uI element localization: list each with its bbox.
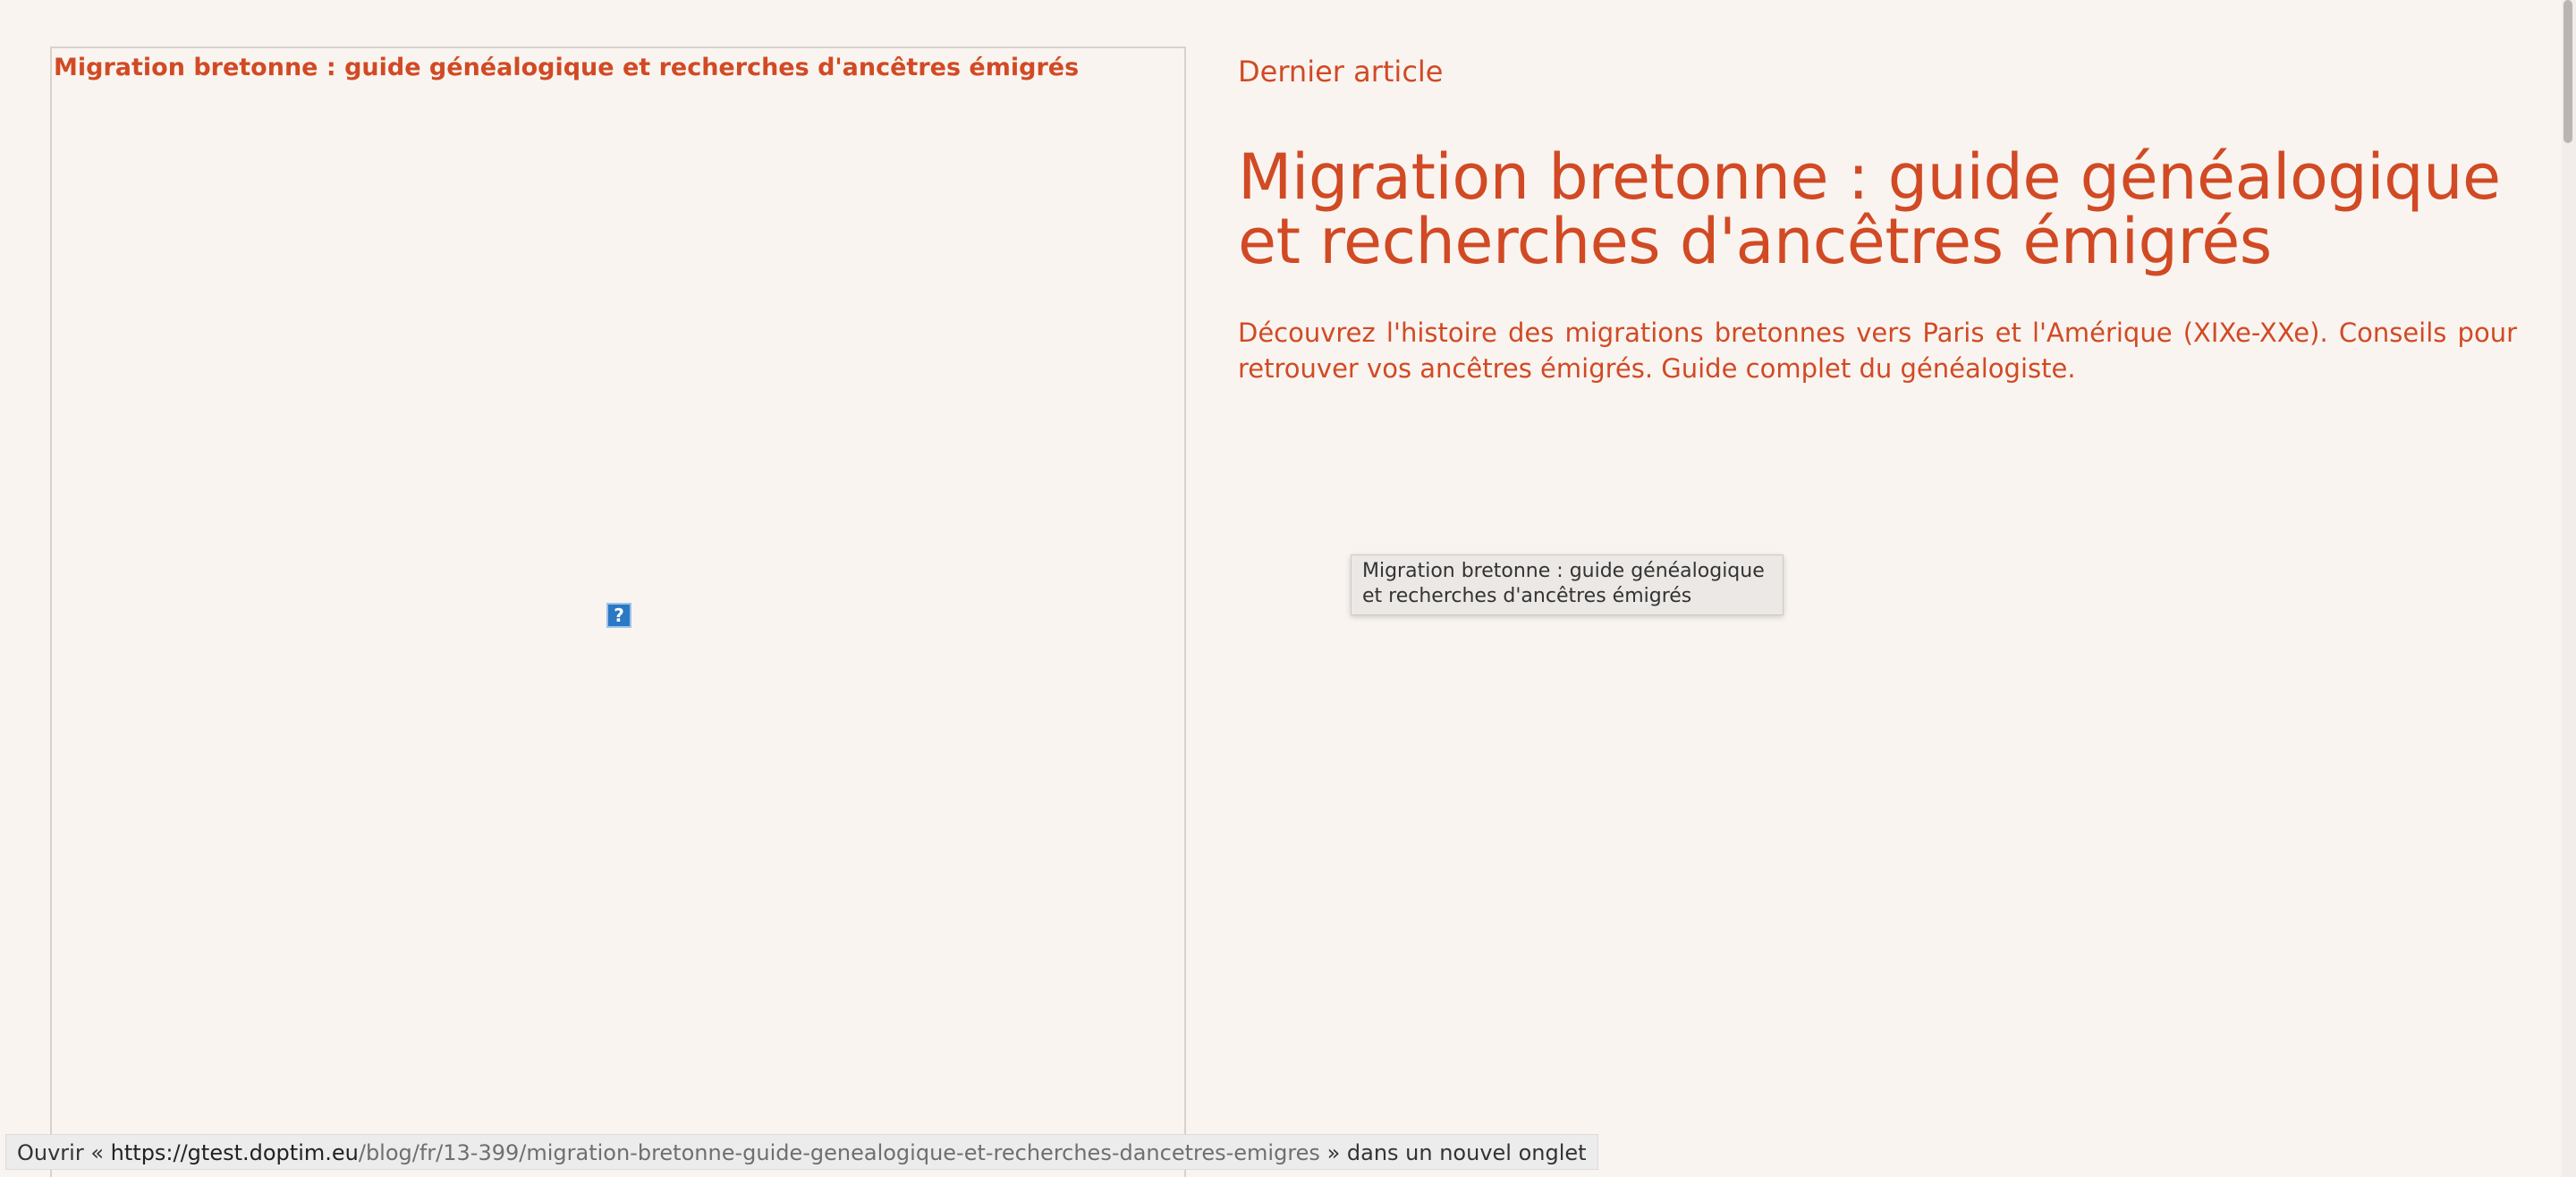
status-url-path: /blog/fr/13-399/migration-bretonne-guide-genealogique-et-recherches-dancetres-emigres: [358, 1140, 1320, 1165]
scrollbar-thumb[interactable]: [2563, 0, 2572, 143]
article-title-link[interactable]: Migration bretonne : guide généalogique et recherches d'ancêtres émigrés: [1238, 140, 2501, 278]
status-suffix: » dans un nouvel onglet: [1319, 1140, 1587, 1165]
status-url-host: https://gtest.doptim.eu: [110, 1140, 359, 1165]
section-kicker: Dernier article: [1238, 55, 1444, 89]
image-alt-text: Migration bretonne : guide généalogique et recherches d'ancêtres émigrés: [54, 54, 1080, 81]
broken-image-icon: ?: [606, 603, 631, 628]
status-prefix: Ouvrir «: [17, 1140, 111, 1165]
vertical-scrollbar[interactable]: [2562, 0, 2576, 1177]
latest-article: [1238, 54, 2517, 386]
featured-image-link[interactable]: [50, 47, 1186, 1177]
link-status-bar: [5, 1134, 1598, 1170]
hover-tooltip: Migration bretonne : guide généalogique et recherches d'ancêtres émigrés: [1351, 555, 1784, 615]
article-summary: Découvrez l'histoire des migrations bretonnes vers Paris et l'Amérique (XIXe-XXe). Conseils pour retrouver vos ancêtres émigrés. Guide complet du généalogiste.: [1238, 318, 2517, 384]
